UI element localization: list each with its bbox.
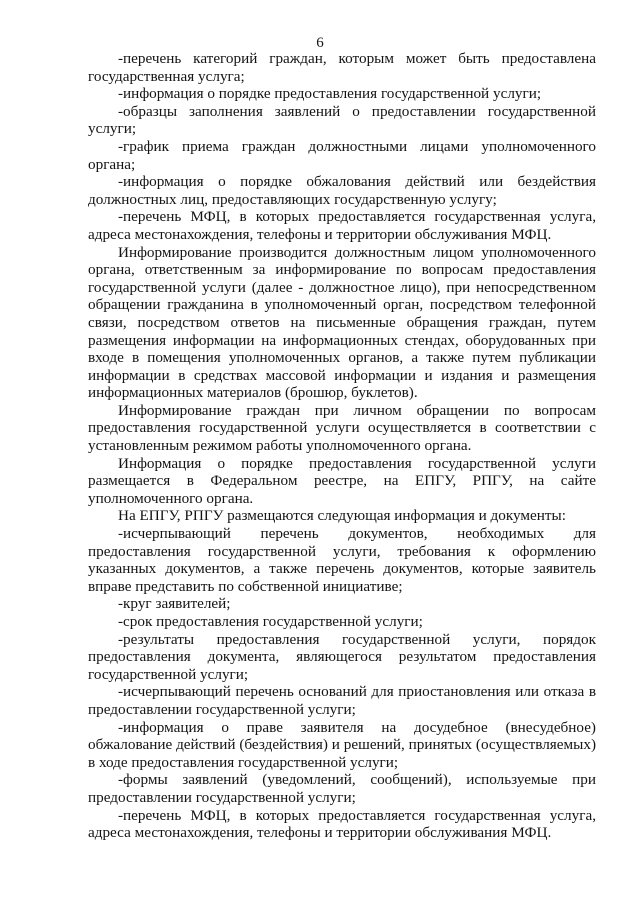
paragraph-epgu-intro: На ЕПГУ, РПГУ размещаются следующая информация и документы: bbox=[118, 507, 566, 525]
document-body bbox=[88, 50, 596, 842]
list-item-service-results: -результаты предоставления государственной услуги, порядок предоставления документа, являющегося результатом предоставления государственной услуги; bbox=[88, 630, 596, 683]
paragraph-information-placement: Информация о порядке предоставления государственной услуги размещается в Федеральном реестре, на ЕПГУ, РПГУ, на сайте уполномоченного органа. bbox=[88, 454, 596, 507]
list-item-appeal-procedure: -информация о порядке обжалования действий или бездействия должностных лиц, предоставляющих государственную услугу; bbox=[88, 173, 596, 208]
paragraph-personal-informing: Информирование граждан при личном обращении по вопросам предоставления государственной услуги осуществляется в соответствии с установленным режимом работы уполномоченного органа. bbox=[88, 401, 596, 455]
list-item-citizen-categories: -перечень категорий граждан, которым может быть предоставлена государственная услуга; bbox=[88, 50, 596, 85]
list-item-mfc-list-final: -перечень МФЦ, в которых предоставляется государственная услуга, адреса местонахождения, телефоны и территории обслуживания МФЦ. bbox=[88, 806, 596, 842]
list-item-procedure-info: -информация о порядке предоставления государственной услуги; bbox=[118, 85, 542, 103]
paragraph-informing-methods: Информирование производится должностным лицом уполномоченного органа, ответственным за информирование по вопросам предоставления государственной услуги (далее - должностное лицо), при непосредственном обращении гражданина в уполномоченный орган, посредством телефонной связи, посредством ответов на письменные обращения граждан, путем размещения информации на информационных стендах, оборудованных при входе в помещения уполномоченных органов, а также путем публикации информации в средствах массовой информации и издания и размещения информационных материалов (брошюр, буклетов). bbox=[88, 243, 596, 402]
list-item-appeal-rights: -информация о праве заявителя на досудебное (внесудебное) обжалование действий (бездействия) и решений, принятых (осуществляемых) в ходе предоставления государственной услуги; bbox=[88, 718, 596, 771]
list-item-application-samples: -образцы заполнения заявлений о предоставлении государственной услуги; bbox=[88, 102, 596, 138]
page-number: 6 bbox=[316, 35, 324, 51]
list-item-reception-schedule: -график приема граждан должностными лицами уполномоченного органа; bbox=[88, 137, 596, 173]
list-item-application-forms: -формы заявлений (уведомлений, сообщений), используемые при предоставлении государственной услуги; bbox=[88, 771, 596, 806]
list-item-refusal-grounds: -исчерпывающий перечень оснований для приостановления или отказа в предоставлении государственной услуги; bbox=[88, 683, 596, 718]
list-item-mfc-list: -перечень МФЦ, в которых предоставляется государственная услуга, адреса местонахождения, телефоны и территории обслуживания МФЦ. bbox=[88, 208, 596, 243]
list-item-applicants: -круг заявителей; bbox=[118, 595, 231, 613]
list-item-required-documents: -исчерпывающий перечень документов, необходимых для предоставления государственной услуги, требования к оформлению указанных документов, а также перечень документов, которые заявитель вправе представить по собственной инициативе; bbox=[88, 525, 596, 595]
list-item-service-term: -срок предоставления государственной услуги; bbox=[118, 613, 423, 630]
